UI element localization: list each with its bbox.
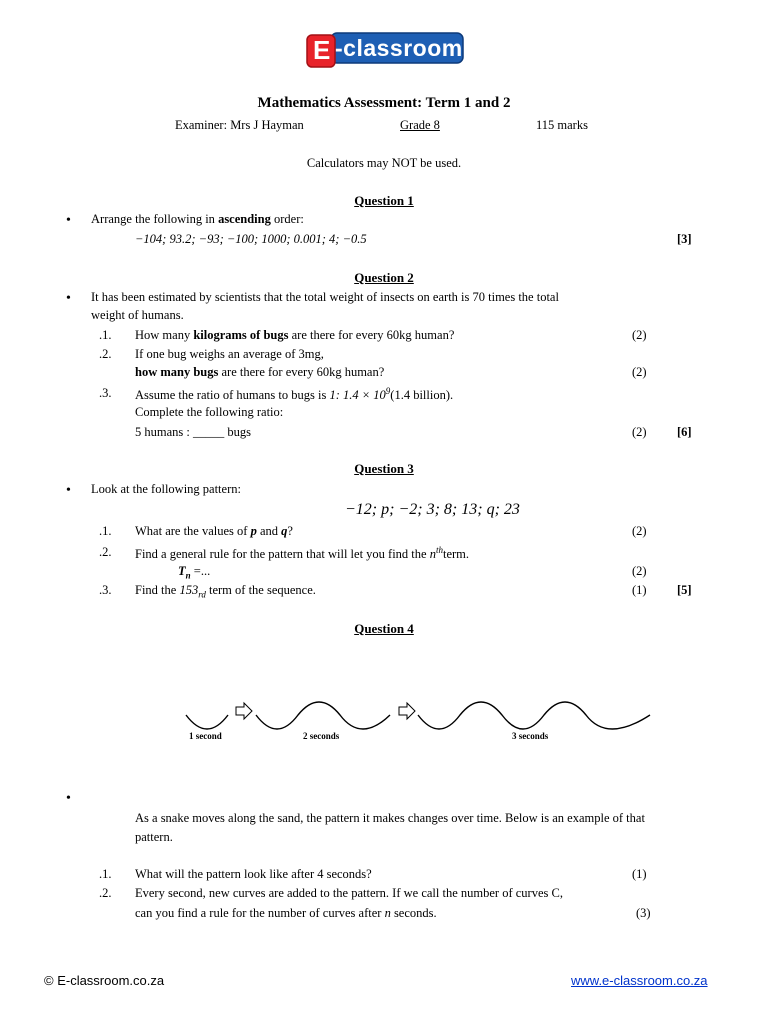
q4-1-number: .1. [99,867,112,881]
q2-2-line1: If one bug weighs an average of 3mg, [135,347,324,361]
logo-prefix: E [313,35,331,65]
examiner-text: Examiner: Mrs J Hayman [175,118,304,132]
q3-2-text-b: term. [442,547,470,562]
q2-1-number: .1. [99,328,112,342]
label-3-seconds: 3 seconds [512,731,549,741]
q3-2-text [135,545,469,562]
marks-text: 115 marks [536,118,588,132]
footer-website-link[interactable]: www.e-classroom.co.za [571,973,708,988]
logo-text: -classroom [335,35,463,61]
q4-2-line1: Every second, new curves are added to the pattern. If we call the number of curves C, [135,886,563,900]
q3-3-term: 153 [179,583,199,597]
grade-text: Grade 8 [400,118,440,132]
q2-1-text-a: How many [135,328,194,342]
q3-2-mark: (2) [632,564,647,578]
q3-1-text-a: What are the values of [135,524,251,538]
q3-1-and: and [256,524,282,538]
q3-3-text-b: term of the sequence. [205,583,316,597]
snake-pattern-figure [180,695,660,745]
q1-instruction [91,212,304,227]
q3-total: [5] [677,583,692,597]
q2-2-mark: (2) [632,365,647,379]
q3-3-sub: rd [198,589,206,600]
q4-2-number: .2. [99,886,112,900]
q2-3-line1 [135,386,453,403]
q3-1-q: q [281,524,288,538]
q1-numbers: −104; 93.2; −93; −100; 1000; 0.001; 4; −0.5 [135,232,367,246]
q2-3-number: .3. [99,386,112,400]
q3-intro: Look at the following pattern: [91,482,241,496]
q3-pattern: −12; p; −2; 3; 8; 13; q; 23 [345,501,520,518]
q1-text-a: Arrange the following in [91,212,219,226]
curve-2s [256,702,390,729]
q1-text-bold: ascending [218,212,271,226]
q2-3-text-b: (1.4 billion). [390,388,454,403]
q1-total: [3] [677,232,692,246]
q4-1-mark: (1) [632,867,647,881]
q4-2-n: n [384,906,391,920]
q2-3-ratio-value: : 1.4 × 10 [335,388,386,403]
q3-1-p: p [250,524,257,538]
q2-1-mark: (2) [632,328,647,342]
calculator-note: Calculators may NOT be used. [306,156,462,170]
q2-1-text [135,328,454,343]
q2-3-line2: Complete the following ratio: [135,405,284,419]
curve-3s [418,702,650,729]
label-1-second: 1 second [189,731,222,741]
question-4-heading: Question 4 [354,621,414,636]
q4-intro-line1: As a snake moves along the sand, the pattern it makes changes over time. Below is an example of that [135,811,645,825]
arrow-right-icon [399,703,415,719]
q1-text-b: order: [270,212,304,226]
q3-1-end: ? [287,524,293,538]
q2-1-bold: kilograms of bugs [193,328,289,342]
q3-2-tn [178,564,210,581]
q3-2-t: T [178,564,186,578]
q3-1-mark: (2) [632,524,647,538]
q4-intro-line2: pattern. [135,830,173,844]
question-1-heading: Question 1 [354,193,414,208]
q4-2-text-b: seconds. [390,906,437,920]
q3-2-number: .2. [99,545,112,559]
q2-3-text-a: Assume the ratio of humans to bugs is [135,388,330,403]
q2-2-bold: how many bugs [135,365,219,379]
q3-1-text [135,524,293,539]
curve-1s [186,715,228,729]
q3-2-t-sub: n [185,570,191,581]
q2-2-text-b: are there for every 60kg human? [218,365,385,379]
q2-total: [6] [677,425,692,439]
page-title: Mathematics Assessment: Term 1 and 2 [257,95,511,111]
q3-2-t-rest: =... [190,564,211,578]
q3-1-number: .1. [99,524,112,538]
q2-3-mark: (2) [632,425,647,439]
bullet-q1: • [66,213,71,228]
q3-3-text-a: Find the [135,583,180,597]
question-2-heading: Question 2 [354,270,414,285]
bullet-q3: • [66,483,71,498]
q3-3-text [135,583,316,600]
q2-intro-line2: weight of humans. [91,308,184,322]
q2-3-line3: 5 humans : _____ bugs [135,425,251,439]
q2-intro-line1: It has been estimated by scientists that the total weight of insects on earth is 70 times the total [91,290,559,304]
q3-3-number: .3. [99,583,112,597]
q3-2-n: n [429,547,436,562]
q2-3-ratio: 1 [329,388,336,403]
q4-2-line2 [135,906,437,921]
e-classroom-logo [303,29,465,71]
footer-copyright: © E-classroom.co.za [44,973,165,988]
q4-2-text-a: can you find a rule for the number of curves after [135,906,385,920]
q2-2-number: .2. [99,347,112,361]
q3-3-mark: (1) [632,583,647,597]
q2-2-line2 [135,365,384,380]
arrow-right-icon [236,703,252,719]
bullet-q4: • [66,791,71,806]
q4-2-mark: (3) [636,906,651,920]
label-2-seconds: 2 seconds [303,731,340,741]
q2-1-text-b: are there for every 60kg human? [288,328,455,342]
q4-1-text: What will the pattern look like after 4 seconds? [135,867,372,881]
q3-2-text-a: Find a general rule for the pattern that will let you find the [135,547,430,562]
question-3-heading: Question 3 [354,461,414,476]
bullet-q2: • [66,291,71,306]
q3-2-th: th [435,545,443,555]
q2-3-exponent: 9 [385,386,391,396]
